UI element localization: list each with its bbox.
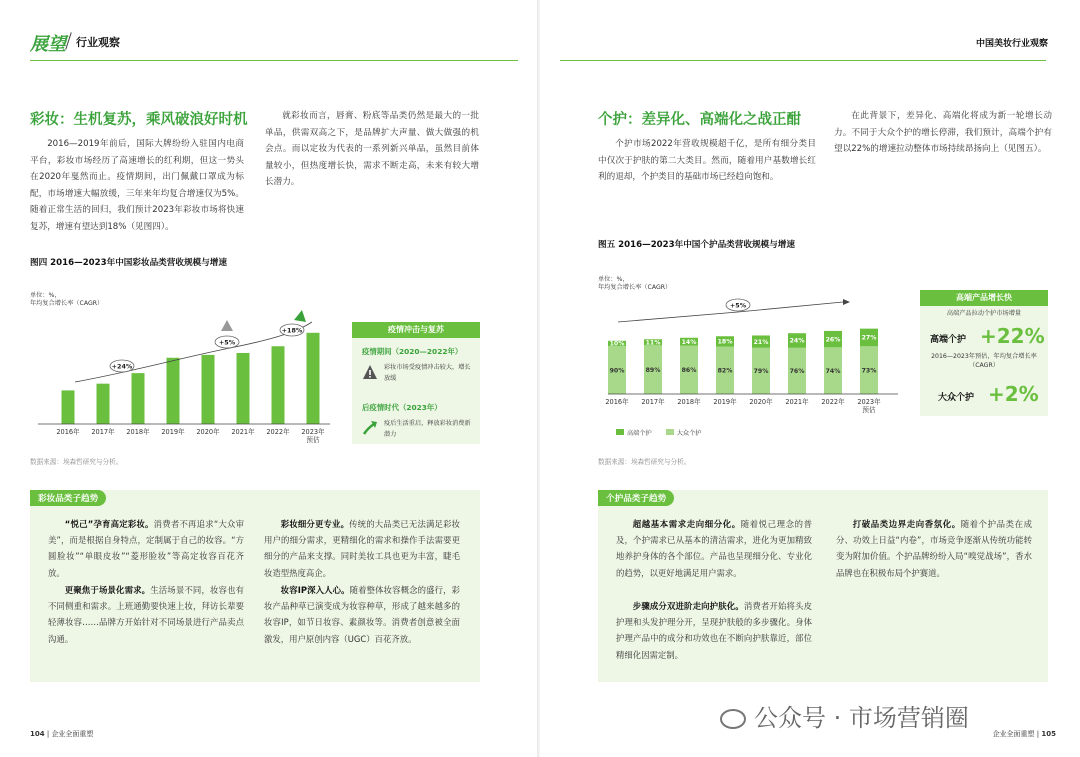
warning-icon [221,320,233,331]
trends-panel [30,490,480,682]
page-heading: 个护：差异化、高端化之战正酣 [598,112,801,128]
data-label-premium: 14% [681,338,697,346]
chart-personal-care [598,290,908,440]
data-label-mass: 76% [789,368,805,376]
data-label-premium: 24% [789,337,805,345]
trend-item: “悦己”孕育高定彩妆。消费者不再追求“大众审美”，而是根据自身特点，定制属于自己的妆容。“方圆脸妆”“单眼皮妆”“菱形脸妆”等高定妆容百花齐放。 [48,519,244,578]
page-heading: 彩妆：生机复苏，乘风破浪好时机 [30,112,248,128]
x-tick-label: 2016年 [56,428,80,436]
side-subtitle: 高端产品拉动个护市场增量 [946,310,1022,317]
growth-annotation [110,360,134,372]
x-tick-label: 2019年 [161,428,185,436]
body-column-2: 就彩妆而言，唇膏、粉底等品类仍然是最大的一批单品，供需双高之下，是品牌扩大声量、做大做强的机会点。而以定妆为代表的一系列新兴单品，虽然目前体量较小，但热度增长快，需求不断走高，未来有较大增长潜力。 [265,111,479,187]
data-label-premium: 27% [861,334,877,342]
body-column-1: 个护市场2022年营收规模超千亿，是所有细分类目中仅次于护肤的第二大类目。然而，随着用户基数增长红利的退却，个护类目的基础市场已经趋向饱和。 [598,139,816,182]
data-label-mass: 82% [717,367,733,375]
mass-label: 大众个护 [938,393,975,403]
chart-cosmetics [30,300,340,452]
x-tick-label: 2021年 [231,428,255,436]
data-label-mass: 89% [645,366,661,374]
legend-item-premium: 高端个护 [616,428,652,437]
period-post-pandemic: 后疫情时代（2023年） [362,403,442,412]
x-tick-label: 2018年 [677,398,701,406]
x-tick-label: 2023年预估 [857,398,881,414]
x-tick-label: 2020年 [749,398,773,406]
bar [202,355,215,424]
svg-text:+5%: +5% [218,338,236,347]
data-label-mass: 73% [861,367,877,375]
footer: 104 | 企业全面重塑 [30,730,94,738]
data-source: 数据来源：埃森哲研究与分析。 [30,458,123,466]
x-tick-label: 2017年 [91,428,115,436]
growth-annotation [280,324,304,336]
side-panel-title: 高端产品增长快 [920,290,1048,306]
x-tick-label: 2022年 [266,428,290,436]
x-tick-label: 2018年 [126,428,150,436]
premium-label: 高端个护 [930,335,967,345]
trends-tab: 彩妆品类子趋势 [30,490,106,506]
data-label-mass: 90% [609,367,625,375]
growth-annotation [726,299,750,311]
premium-value: +22% [980,324,1045,348]
data-label-premium: 18% [717,338,733,346]
bar [167,358,180,424]
figure-title: 图四 2016—2023年中国彩妆品类营收规模与增速 [30,258,227,268]
bar [97,384,110,424]
period-note: 2016—2023年预估，年均复合增长率（CAGR） [931,353,1037,369]
trends-panel [598,490,1048,682]
trend-item: 更聚焦于场景化需求。生活场景不同，妆容也有不同侧重和需求。上班通勤要快速上妆，拜访长辈要轻薄妆容……品牌方开始针对不同场景进行产品卖点沟通。 [48,585,245,644]
logo-divider [65,32,72,49]
brand-logo: 展望 [30,34,66,55]
up-arrow-icon [294,310,306,322]
growth-annotation [215,336,239,348]
bar [237,353,250,424]
trends-tab: 个护品类子趋势 [598,490,674,506]
side-panel-premium [920,290,1048,416]
post-pandemic-text: 疫后生活重启，释放彩妆消费新潜力 [384,420,471,438]
header-section-title: 行业观察 [76,36,120,49]
data-label-premium: 21% [753,338,769,346]
svg-text:+24%: +24% [111,362,133,371]
pandemic-text: 彩妆市场受疫情冲击较大，增长放缓 [384,364,471,382]
svg-text:+5%: +5% [729,301,747,310]
rising-arrow-icon [362,420,378,436]
trend-item: 超越基本需求走向细分化。随着悦己理念的普及，个护需求已从基本的清洁需求，进化为更加精致地养护身体的各个部位。产品也呈现细分化、专业化的趋势，以更好地满足用户需求。 [616,519,812,578]
mass-value: +2% [988,382,1039,406]
right-page [540,0,1080,757]
side-panel-title: 疫情冲击与复苏 [352,322,480,338]
x-tick-label: 2020年 [196,428,220,436]
data-label-mass: 74% [825,367,841,375]
x-tick-label: 2019年 [713,398,737,406]
data-label-premium: 26% [825,336,841,344]
period-pandemic: 疫情期间（2020—2022年） [362,347,463,356]
body-column-1: 2016—2019年前后，国际大牌纷纷入驻国内电商平台，彩妆市场经历了高速增长的红利期，但这一势头在2020年戛然而止。疫情期间，出门佩戴口罩成为标配，市场增速大幅放缓，三年来年均复合增速仅为5%。随着正常生活的回归，我们预计2023年彩妆市场将快速复苏，增速有望达到18%（见图四）。 [30,139,244,232]
unit-label: 单位：%， 年均复合增长率（CAGR） [598,276,672,291]
footer: 企业全面重塑 | 105 [992,730,1056,738]
data-label-mass: 79% [753,368,769,376]
data-label-premium: 11% [645,339,661,347]
data-label-mass: 86% [681,367,697,375]
body-column-2: 在此背景下，差异化、高端化将成为新一轮增长动力。不同于大众个护的增长停滞，我们预计，高端个护有望以22%的增速拉动整体市场持续昂扬向上（见图五）。 [834,111,1052,154]
bar [62,390,75,424]
trend-item: 打破品类边界走向香氛化。随着个护品类在成分、功效上日益“内卷”，市场竞争逐渐从传统功能转变为附加价值。个护品牌纷纷入局“嗅觉战场”，香水品牌也在积极布局个护赛道。 [836,519,1032,578]
x-tick-label: 2023年预估 [301,428,325,444]
x-tick-label: 2016年 [605,398,629,406]
trend-item: 妆容IP深入人心。随着整体妆容概念的盛行，彩妆产品种草已演变成为妆容种草，形成了越来越多的妆容IP，如节日妆容、素颜妆等。消费者创意被全面激发，用户原创内容（UGC）百花齐放。 [264,585,460,644]
figure-title: 图五 2016—2023年中国个护品类营收规模与增速 [598,240,795,250]
trend-item: 步骤成分双进阶走向护肤化。消费者开始将头皮护理和头发护理分开，呈现护肤般的多步骤化。身体护理产品中的成分和功效也在不断向护肤靠近，部位精细化因需定制。 [616,601,813,660]
data-label-premium: 10% [609,340,625,348]
chart-legend [616,428,702,437]
trend-item: 彩妆细分更专业。传统的大品类已无法满足彩妆用户的细分需求，更精细化的需求和操作手法需要更细分的产品来支撑。同时美妆工具也更为丰富，睫毛妆造型热度高企。 [264,519,461,578]
side-panel-covid [352,322,480,444]
warning-icon [362,364,378,380]
header-rule [560,60,1046,61]
x-tick-label: 2017年 [641,398,665,406]
x-tick-label: 2021年 [785,398,809,406]
x-tick-label: 2022年 [821,398,845,406]
unit-label: 单位：%， 年均复合增长率（CAGR） [30,292,104,307]
bar [132,373,145,424]
header-rule [30,60,518,61]
header-section-title: 中国美妆行业观察 [975,39,1048,49]
legend-item-mass: 大众个护 [666,428,702,437]
svg-text:+18%: +18% [281,326,303,335]
bar [307,333,320,424]
data-source: 数据来源：埃森哲研究与分析。 [598,458,691,466]
arrow-head-icon [843,299,850,305]
watermark: 公众号 · 市场营销圈 [720,698,969,733]
bar [272,346,285,424]
